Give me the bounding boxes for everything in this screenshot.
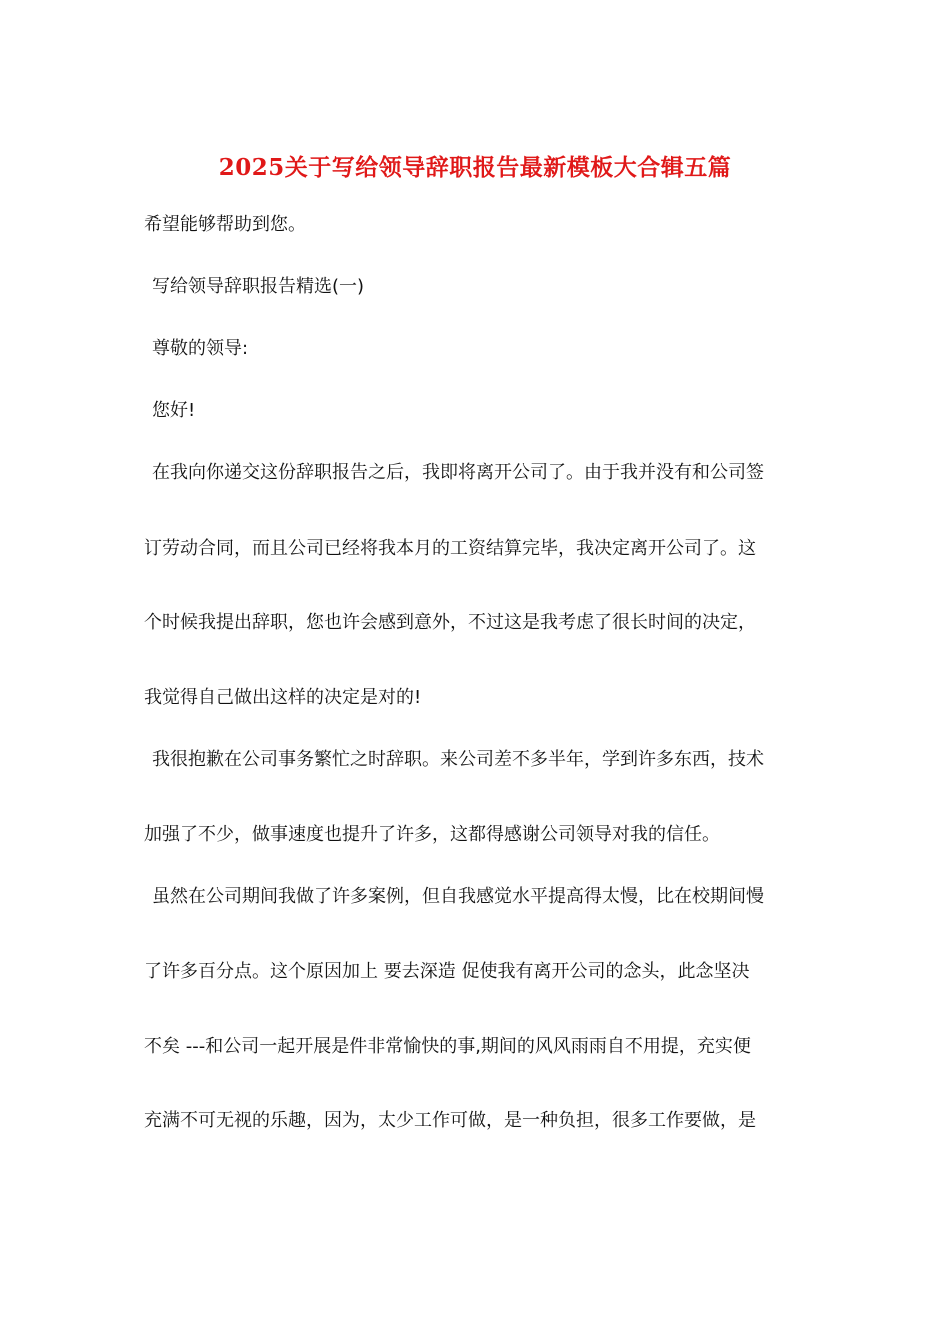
intro-line: 希望能够帮助到您。 <box>144 214 306 235</box>
paragraph3-line-4: 充满不可无视的乐趣，因为，太少工作可做，是一种负担，很多工作要做，是 <box>144 1110 756 1131</box>
paragraph2-line-1: 我很抱歉在公司事务繁忙之时辞职。来公司差不多半年，学到许多东西，技术 <box>152 749 764 770</box>
paragraph3-line-3: 不矣 ---和公司一起开展是件非常愉快的事,期间的风风雨雨自不用提，充实便 <box>144 1036 751 1057</box>
paragraph2-line-2: 加强了不少，做事速度也提升了许多，这都得感谢公司领导对我的信任。 <box>144 824 720 845</box>
paragraph1-line-3: 个时候我提出辞职，您也许会感到意外，不过这是我考虑了很长时间的决定， <box>144 612 756 633</box>
greeting: 您好! <box>152 400 196 421</box>
document-title: 2025关于写给领导辞职报告最新模板大合辑五篇 <box>218 154 732 181</box>
section-heading: 写给领导辞职报告精选(一) <box>152 276 365 297</box>
paragraph3-line-1: 虽然在公司期间我做了许多案例，但自我感觉水平提高得太慢，比在校期间慢 <box>152 886 764 907</box>
salutation: 尊敬的领导: <box>152 338 249 359</box>
paragraph1-line-1: 在我向你递交这份辞职报告之后，我即将离开公司了。由于我并没有和公司签 <box>152 462 764 483</box>
paragraph3-line-2: 了许多百分点。这个原因加上 要去深造 促使我有离开公司的念头，此念坚决 <box>144 961 750 982</box>
paragraph1-line-4: 我觉得自己做出这样的决定是对的! <box>144 687 422 708</box>
paragraph1-line-2: 订劳动合同，而且公司已经将我本月的工资结算完毕，我决定离开公司了。这 <box>144 538 756 559</box>
